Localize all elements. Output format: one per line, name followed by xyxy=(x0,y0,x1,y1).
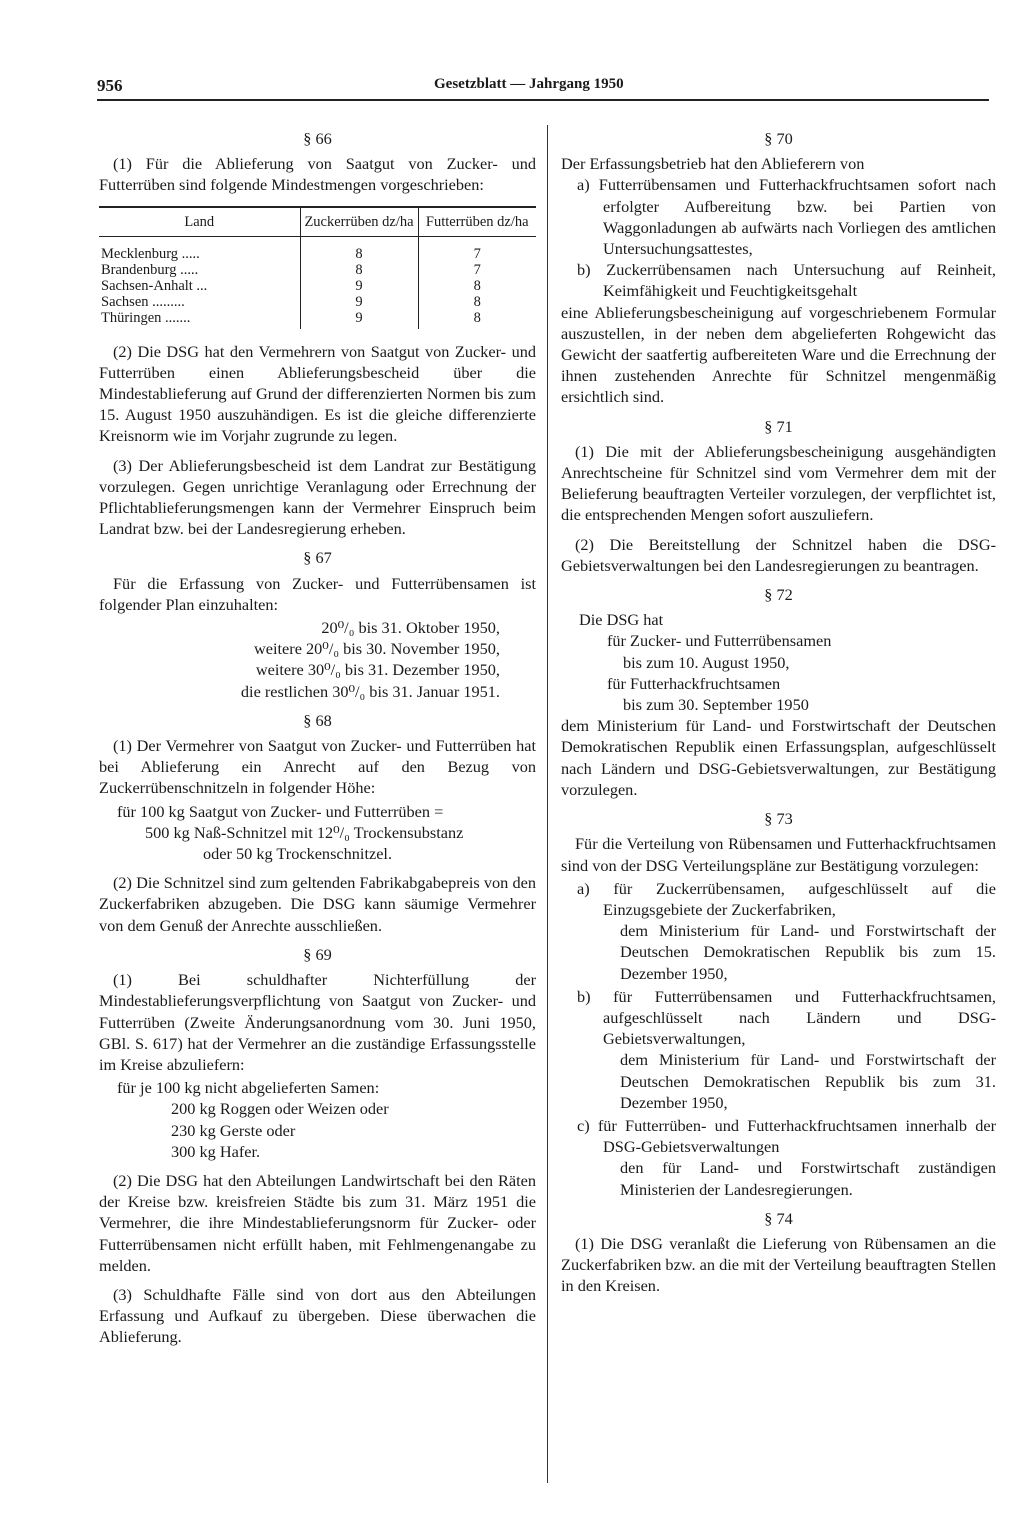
section-66-para-1: (1) Für die Ablieferung von Saatgut von Zucker- und Futterrüben sind folgende Mindestmengen vorgeschrieben: xyxy=(99,154,536,195)
table-cell-zuckerrueben: 8 xyxy=(300,236,418,262)
table-row xyxy=(99,236,536,262)
section-73-item-c: c) für Futterrüben- und Futterhackfruchtsamen innerhalb der DSG-Gebietsverwaltungen xyxy=(577,1115,996,1157)
quota-line: weitere 30⁰/₀ bis 31. Dezember 1950, xyxy=(255,660,500,680)
table-cell-zuckerrueben: 9 xyxy=(300,310,418,329)
page-header xyxy=(97,76,991,100)
section-68-para-2: (2) Die Schnitzel sind zum geltenden Fabrikabgabepreis von den Zuckerfabriken abzugeben. Die DSG kann säumige Vermehrer von dem Genuß der Anrechte ausschließen. xyxy=(99,873,536,935)
section-73-item-c-sub: den für Land- und Forstwirtschaft zuständigen Ministerien der Landesregierungen. xyxy=(620,1158,996,1199)
quota-line: die restlichen 30⁰/₀ bis 31. Januar 1951. xyxy=(240,681,500,701)
table-cell-zuckerrueben: 9 xyxy=(300,294,418,310)
section-69-intro: für je 100 kg nicht abgelieferten Samen: xyxy=(117,1078,380,1098)
left-column xyxy=(99,128,536,1356)
section-66-para-2: (2) Die DSG hat den Vermehrern von Saatgut von Zucker- und Futterrüben einen Ablieferungsbescheid über die Mindestablieferung auf Grund der differenzierten Normen bis zum 15. August 1950 auszuhändigen. Es ist die gleiche differenzierte Kreisnorm wie im Vorjahr zugrunde zu legen. xyxy=(99,341,536,446)
section-70-intro: Der Erfassungsbetrieb hat den Ablieferern von xyxy=(561,154,865,174)
journal-title: Gesetzblatt — Jahrgang 1950 xyxy=(434,76,624,92)
quota-line: weitere 20⁰/₀ bis 30. November 1950, xyxy=(254,639,500,659)
page-number: 956 xyxy=(97,76,123,95)
table-row xyxy=(99,262,536,278)
section-74-title: § 74 xyxy=(764,1208,793,1228)
section-69-title: § 69 xyxy=(303,944,332,964)
table-cell-futterrueben: 7 xyxy=(473,261,481,278)
table-cell-futterrueben: 8 xyxy=(473,293,481,310)
section-71-para-1: (1) Die mit der Ablieferungsbescheinigung ausgehändigten Anrechtscheine für Schnitzel sind vom Vermehrer dem mit der Belieferung beauftragten Verteiler vorzulegen, der verpflichtet ist, die entsprechenden Mengen sofort auszuliefern. xyxy=(561,441,996,525)
section-68-para-1: (1) Der Vermehrer von Saatgut von Zucker- und Futterrüben hat bei Ablieferung ein Anrecht auf den Bezug von Zuckerrübenschnitzeln in folgender Höhe: xyxy=(99,736,536,798)
section-73-item-b: b) für Futterrübensamen und Futterhackfruchtsamen, aufgeschlüsselt nach Ländern und DSG-Gebietsverwaltungen, xyxy=(577,986,996,1049)
table-cell-land: Sachsen-Anhalt ... xyxy=(99,278,300,294)
table-header-futterrueben: Futterrüben dz/ha xyxy=(425,213,529,230)
section-72-title: § 72 xyxy=(764,585,793,605)
section-72-line: Die DSG hat xyxy=(579,610,664,630)
table-header-zuckerrueben: Zuckerrüben dz/ha xyxy=(300,207,418,237)
substitute-item: 230 kg Gerste oder xyxy=(171,1120,296,1140)
section-67-title: § 67 xyxy=(303,548,332,568)
table-cell-futterrueben: 8 xyxy=(473,309,481,326)
section-72-para-end: dem Ministerium für Land- und Forstwirtschaft der Deutschen Demokratischen Republik einen Erfassungsplan, aufgeschlüsselt nach Ländern und DSG-Gebietsverwaltungen, zur Bestätigung vorzulegen. xyxy=(561,716,996,799)
table-header-row xyxy=(99,207,536,237)
section-71-para-2: (2) Die Bereitstellung der Schnitzel haben die DSG-Gebietsverwaltungen bei den Landesregierungen zu beantragen. xyxy=(561,534,996,575)
section-73-title: § 73 xyxy=(764,809,793,829)
section-69-para-1: (1) Bei schuldhafter Nichterfüllung der Mindestablieferungsverpflichtung von Saatgut von Zucker- und Futterrüben (Zweite Änderungsanordnung vom 30. Juni 1950, GBl. S. 617) hat der Vermehrer an die zuständige Erfassungsstelle im Kreise abzuliefern: xyxy=(99,970,536,1074)
rate-line: für 100 kg Saatgut von Zucker- und Futterrüben = xyxy=(117,801,444,821)
section-70-item-b: b) Zuckerrübensamen nach Untersuchung auf Reinheit, Keimfähigkeit und Feuchtigkeitsgehalt xyxy=(577,260,996,301)
table-cell-zuckerrueben: 8 xyxy=(300,262,418,278)
substitute-item: 300 kg Hafer. xyxy=(171,1141,261,1161)
right-column xyxy=(561,128,996,1305)
table-row xyxy=(99,310,536,329)
section-70-title: § 70 xyxy=(764,129,793,148)
section-66-para-3: (3) Der Ablieferungsbescheid ist dem Landrat zur Bestätigung vorzulegen. Gegen unrichtige Veranlagung oder Errechnung der Pflichtablieferungsmengen kann der Vermehrer Einspruch beim Landrat bzw. bei der Landesregierung erheben. xyxy=(99,455,536,539)
table-cell-land: Sachsen ......... xyxy=(99,294,300,310)
substitute-item: 200 kg Roggen oder Weizen oder xyxy=(171,1099,389,1119)
rate-line: oder 50 kg Trockenschnitzel. xyxy=(203,844,393,864)
column-divider xyxy=(547,125,548,1483)
section-70-item-a: a) Futterrübensamen und Futterhackfruchtsamen sofort nach erfolgter Aufbereitung bzw. bei Partien von Waggonladungen ab aufwärts nach Vorliegen des amtlichen Untersuchungsattestes, xyxy=(577,175,996,259)
section-73-item-a: a) für Zuckerrübensamen, aufgeschlüsselt auf die Einzugsgebiete der Zuckerfabriken, xyxy=(577,878,996,919)
header-rule xyxy=(97,99,989,101)
section-73-item-a-sub: dem Ministerium für Land- und Forstwirtschaft der Deutschen Demokratischen Republik bis zum 15. Dezember 1950, xyxy=(620,921,996,983)
section-68-title: § 68 xyxy=(303,710,332,730)
section-67-para-1: Für die Erfassung von Zucker- und Futterrübensamen ist folgender Plan einzuhalten: xyxy=(99,573,536,614)
section-73-intro: Für die Verteilung von Rübensamen und Futterhackfruchtsamen sind von der DSG Verteilungspläne zur Bestätigung vorzulegen: xyxy=(561,834,996,875)
table-row xyxy=(99,278,536,294)
section-70-para-end: eine Ablieferungsbescheinigung auf vorgeschriebenem Formular auszustellen, in der neben dem abgelieferten Rohgewicht das Gewicht der saatfertig aufbereiteten Ware und die Errechnung der ihnen zustehenden Anrechte für Schnitzel mengenmäßig ersichtlich sind. xyxy=(561,302,996,407)
section-72-line: für Futterhackfruchtsamen xyxy=(607,673,781,693)
table-cell-land: Mecklenburg ..... xyxy=(99,236,300,262)
table-row xyxy=(99,294,536,310)
section-73-item-b-sub: dem Ministerium für Land- und Forstwirtschaft der Deutschen Demokratischen Republik bis zum 31. Dezember 1950, xyxy=(620,1050,996,1112)
section-72-line: bis zum 10. August 1950, xyxy=(623,652,790,672)
section-72-line: für Zucker- und Futterrübensamen xyxy=(607,631,832,651)
table-cell-futterrueben: 8 xyxy=(473,277,481,294)
table-header-land: Land xyxy=(99,207,300,237)
section-71-title: § 71 xyxy=(764,416,793,436)
quota-line: 20⁰/₀ bis 31. Oktober 1950, xyxy=(321,618,500,638)
section-69-para-3: (3) Schuldhafte Fälle sind von dort aus den Abteilungen Erfassung und Aufkauf zu übergeben. Diese überwachen die Ablieferung. xyxy=(99,1284,536,1347)
table-cell-zuckerrueben: 9 xyxy=(300,278,418,294)
table-cell-futterrueben: 7 xyxy=(473,245,481,262)
table-cell-land: Brandenburg ..... xyxy=(99,262,300,278)
section-72-line: bis zum 30. September 1950 xyxy=(623,695,809,715)
rate-line: 500 kg Naß-Schnitzel mit 12⁰/₀ Trockensubstanz xyxy=(145,822,464,842)
section-74-para-1: (1) Die DSG veranlaßt die Lieferung von Rübensamen an die Zuckerfabriken bzw. an die mit der Verteilung beauftragten Stellen in den Kreisen. xyxy=(561,1233,996,1296)
seed-quota-table xyxy=(99,206,536,329)
table-cell-land: Thüringen ....... xyxy=(99,310,300,329)
section-66-title: § 66 xyxy=(303,129,332,148)
section-69-para-2: (2) Die DSG hat den Abteilungen Landwirtschaft bei den Räten der Kreise bzw. kreisfreien Städte bis zum 31. März 1951 die Vermehrer, die ihre Mindestablieferungsnorm für Zucker- oder Futterrübensamen nicht erfüllt haben, mit Fehlmengenangabe zu melden. xyxy=(99,1170,536,1275)
